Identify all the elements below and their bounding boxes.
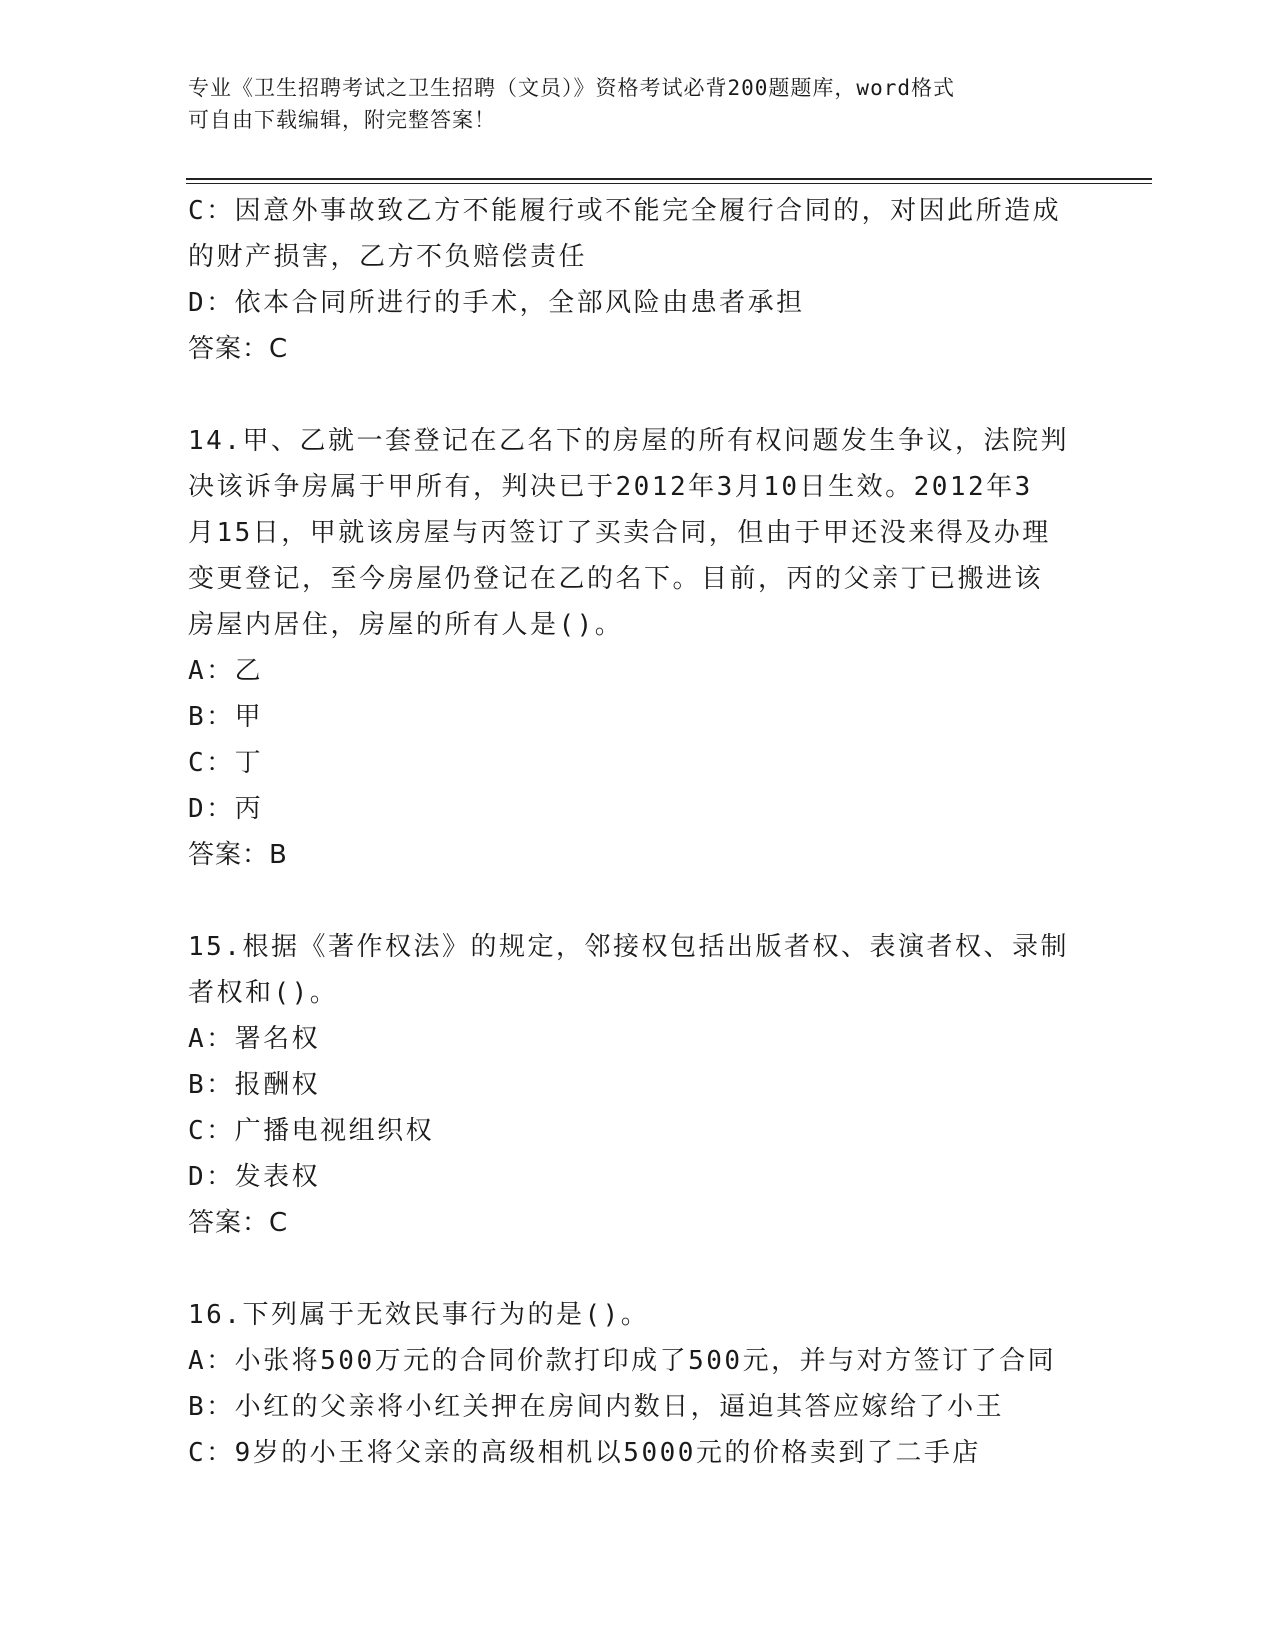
q15-answer: 答案：C — [188, 1208, 289, 1238]
spacer — [188, 372, 1088, 418]
header-divider-thin — [186, 183, 1152, 184]
q14-option-d: D：丙 — [188, 794, 264, 824]
q15-option-c: C：广播电视组织权 — [188, 1116, 435, 1146]
q14-stem: 14.甲、乙就一套登记在乙名下的房屋的所有权问题发生争议，法院判 — [188, 426, 1069, 456]
q16-option-c: C：9岁的小王将父亲的高级相机以5000元的价格卖到了二手店 — [188, 1438, 981, 1468]
q14-option-a: A：乙 — [188, 656, 264, 686]
q16-option-a: A：小张将500万元的合同价款打印成了500元，并与对方签订了合同 — [188, 1346, 1057, 1376]
spacer — [188, 1246, 1088, 1292]
document-body — [188, 188, 1088, 1476]
header-title-line1: 专业《卫生招聘考试之卫生招聘（文员）》资格考试必背200题题库，word格式 — [188, 76, 955, 100]
spacer — [188, 878, 1088, 924]
q13-option-d: D：依本合同所进行的手术，全部风险由患者承担 — [188, 288, 805, 318]
q14-stem: 决该诉争房属于甲所有，判决已于2012年3月10日生效。2012年3 — [188, 472, 1033, 502]
document-header — [188, 72, 1068, 136]
q14-stem: 月15日，甲就该房屋与丙签订了买卖合同，但由于甲还没来得及办理 — [188, 518, 1051, 548]
q15-stem: 15.根据《著作权法》的规定，邻接权包括出版者权、表演者权、录制 — [188, 932, 1069, 962]
q14-stem: 变更登记，至今房屋仍登记在乙的名下。目前，丙的父亲丁已搬进该 — [188, 564, 1044, 594]
q14-stem: 房屋内居住，房屋的所有人是()。 — [188, 610, 624, 640]
header-title-line2: 可自由下载编辑，附完整答案！ — [188, 108, 496, 132]
q13-answer: 答案：C — [188, 334, 289, 364]
q15-option-a: A：署名权 — [188, 1024, 321, 1054]
q15-stem: 者权和()。 — [188, 978, 339, 1008]
q14-option-b: B：甲 — [188, 702, 264, 732]
question-16 — [188, 1292, 1088, 1476]
q13-option-c: C：因意外事故致乙方不能履行或不能完全履行合同的，对因此所造成 — [188, 196, 1062, 226]
q14-answer: 答案：B — [188, 840, 288, 870]
question-15 — [188, 924, 1088, 1246]
q15-option-b: B：报酬权 — [188, 1070, 321, 1100]
q16-option-b: B：小红的父亲将小红关押在房间内数日，逼迫其答应嫁给了小王 — [188, 1392, 1005, 1422]
q14-option-c: C：丁 — [188, 748, 264, 778]
question-13-tail — [188, 188, 1088, 372]
question-14 — [188, 418, 1088, 878]
q16-stem: 16.下列属于无效民事行为的是()。 — [188, 1300, 650, 1330]
q13-option-c-cont: 的财产损害，乙方不负赔偿责任 — [188, 242, 588, 272]
q15-option-d: D：发表权 — [188, 1162, 321, 1192]
header-divider-thick — [186, 178, 1152, 180]
